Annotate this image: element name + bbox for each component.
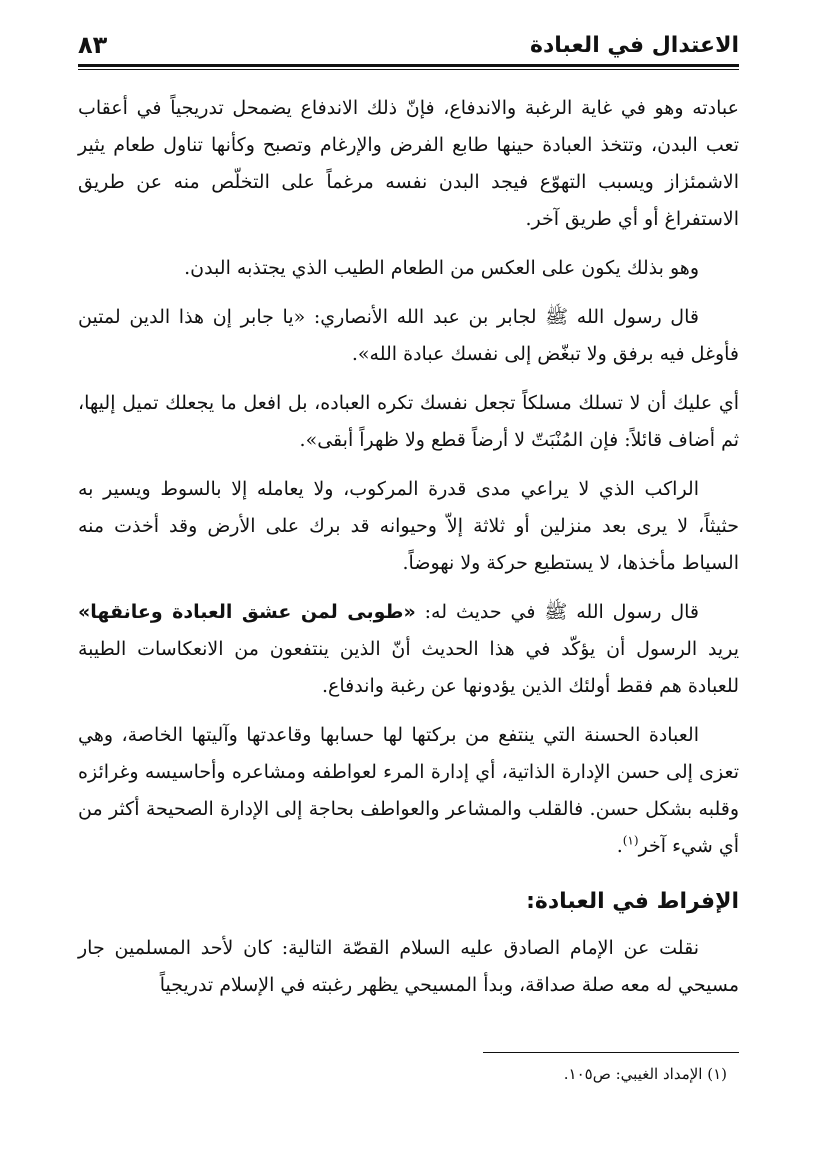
paragraph-8: نقلت عن الإمام الصادق عليه السلام القصّة التالية: كان لأحد المسلمين جار مسيحي له معه صلة صداقة، وبدأ المسيحي يظهر رغبته في الإسلام تدريجياً (78, 937, 739, 996)
paragraph-3: قال رسول الله ﷺ لجابر بن عبد الله الأنصاري: «يا جابر إن هذا الدين لمتين فأوغل فيه برفق ولا تبغّض إلى نفسك عبادة الله». (78, 306, 739, 365)
section-heading: الإفراط في العبادة: (526, 889, 739, 914)
paragraph-7-text: العبادة الحسنة التي ينتفع من بركتها لها حسابها وقاعدتها وآليتها الخاصة، وهي تعزى إلى حسن الإدارة الذاتية، أي إدارة المرء لعواطفه ومشاعره وأحاسيسه وغرائزه وقلبه بشكل حسن. فالقلب والمشاعر والعواطف بحاجة إلى الإدارة الصحيحة أكثر من أي شيء آخر (78, 724, 739, 857)
body-text (78, 90, 739, 1016)
paragraph-2: وهو بذلك يكون على العكس من الطعام الطيب الذي يجتذبه البدن. (184, 257, 699, 279)
page-number: ٨٣ (78, 31, 108, 59)
paragraph-7-end: . (616, 835, 623, 857)
paragraph-6-rest: يريد الرسول أن يؤكّد في هذا الحديث أنّ الذين ينتفعون من الانعكاسات الطيبة للعبادة هم فقط أولئك الذين يؤدونها عن رغبة واندفاع. (78, 638, 739, 697)
page-header (78, 26, 739, 64)
paragraph-4: أي عليك أن لا تسلك مسلكاً تجعل نفسك تكره العباده، بل افعل ما يجعلك تميل إليها، ثم أضاف قائلاً: فإن المُنْبَتّ لا أرضاً قطع ولا ظهراً أبقى». (78, 392, 739, 451)
footnote: (١) الإمداد الغيبي: ص١٠٥. (563, 1065, 727, 1083)
running-title: الاعتدال في العبادة (530, 32, 739, 58)
paragraph-6-lead: قال رسول الله ﷺ في حديث له: (415, 601, 699, 623)
paragraph-7 (78, 717, 739, 865)
header-rule-thick (78, 64, 739, 67)
hadith-quote: «طوبى لمن عشق العبادة وعانقها» (78, 601, 416, 623)
footnote-ref: (١) (622, 833, 639, 848)
paragraph-5: الراكب الذي لا يراعي مدى قدرة المركوب، ولا يعامله إلا بالسوط ويسير به حثيثاً، لا يرى بعد منزلين أو ثلاثة إلاّ وحيوانه قد برك على الأرض وقد أخذت منه السياط مأخذها، لا يستطيع حركة ولا نهوضاً. (78, 478, 739, 574)
header-rule-thin (78, 69, 739, 70)
footnote-rule (483, 1052, 739, 1053)
paragraph-1: عبادته وهو في غاية الرغبة والاندفاع، فإنّ ذلك الاندفاع يضمحل تدريجياً في أعقاب تعب البدن، وتتخذ العبادة حينها طابع الفرض والإرغام وتصبح وكأنها تناول طعام يثير الاشمئزاز ويسبب التهوّع فيجد البدن نفسه مرغماً على التخلّص منه عن طريق الاستفراغ أو أي طريق آخر. (78, 97, 739, 230)
paragraph-6 (78, 594, 739, 705)
